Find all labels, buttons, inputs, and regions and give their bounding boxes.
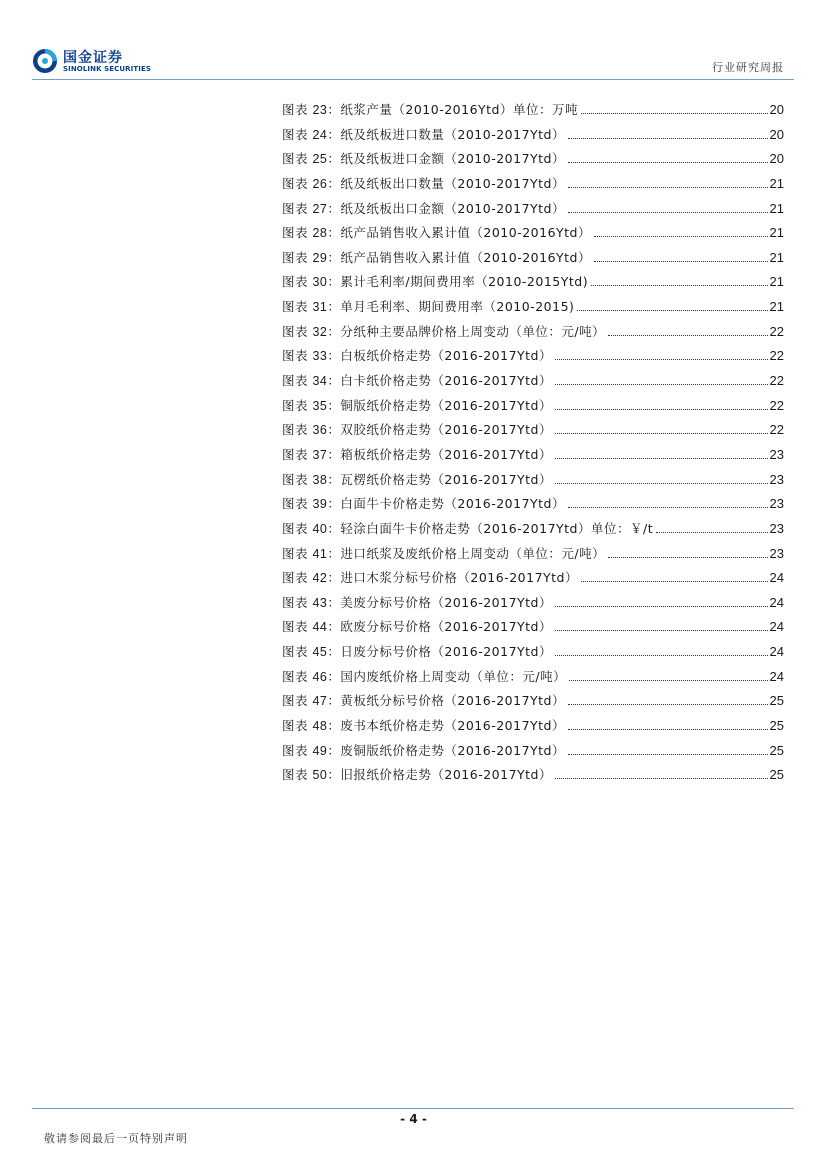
toc-entry-prefix: 图表 [282, 668, 313, 684]
toc-entry-title: ：欧废分标号价格（2016-2017Ytd） [327, 619, 552, 635]
toc-dot-leader [591, 285, 767, 286]
toc-entry-label [282, 149, 565, 167]
toc-entry-number: 25 [312, 152, 328, 167]
toc-entry-label [282, 544, 605, 562]
toc-entry-prefix: 图表 [282, 422, 313, 438]
toc-entry-title: ：纸产品销售收入累计值（2010-2016Ytd） [327, 249, 591, 265]
toc-entry-prefix: 图表 [282, 151, 313, 167]
toc-entry-prefix: 图表 [282, 471, 313, 487]
toc-entry-page: 21 [769, 225, 784, 241]
toc-entry-number: 36 [312, 423, 328, 438]
toc-dot-leader [568, 704, 768, 705]
toc-entry-number: 26 [312, 176, 328, 191]
toc-entry-number: 43 [312, 595, 328, 610]
toc-entry[interactable] [282, 346, 784, 371]
toc-entry-page: 23 [769, 545, 784, 561]
toc-entry[interactable] [282, 223, 784, 248]
toc-entry-number: 34 [312, 374, 328, 389]
toc-entry-label [282, 691, 565, 709]
toc-dot-leader [555, 359, 768, 360]
toc-entry-page: 25 [769, 742, 784, 758]
toc-entry-number: 45 [312, 645, 328, 660]
toc-entry-title: ：黄板纸分标号价格（2016-2017Ytd） [327, 693, 565, 709]
toc-dot-leader [555, 655, 768, 656]
toc-entry-label [282, 420, 552, 438]
toc-entry-label [282, 716, 565, 734]
toc-dot-leader [577, 310, 767, 311]
toc-entry-title: ：箱板纸价格走势（2016-2017Ytd） [327, 446, 552, 462]
toc-entry-label [282, 470, 552, 488]
toc-entry[interactable] [282, 544, 784, 569]
toc-entry-page: 23 [769, 446, 784, 462]
toc-entry-title: ：纸产品销售收入累计值（2010-2016Ytd） [327, 225, 591, 241]
toc-dot-leader [656, 532, 767, 533]
toc-dot-leader [555, 483, 768, 484]
toc-entry[interactable] [282, 716, 784, 741]
toc-entry-number: 41 [312, 546, 328, 561]
toc-entry-page: 22 [769, 348, 784, 364]
toc-entry-title: ：双胶纸价格走势（2016-2017Ytd） [327, 422, 552, 438]
toc-entry-page: 21 [769, 249, 784, 265]
toc-dot-leader [568, 212, 768, 213]
toc-entry-label [282, 174, 565, 192]
toc-entry-number: 32 [312, 324, 328, 339]
toc-entry[interactable] [282, 396, 784, 421]
toc-entry-page: 21 [769, 175, 784, 191]
toc-dot-leader [555, 458, 768, 459]
toc-dot-leader [568, 754, 768, 755]
toc-entry-prefix: 图表 [282, 126, 313, 142]
toc-entry-number: 42 [312, 571, 328, 586]
toc-dot-leader [555, 630, 768, 631]
toc-entry-prefix: 图表 [282, 102, 313, 117]
toc-entry-number: 31 [312, 300, 328, 315]
toc-entry-prefix: 图表 [282, 274, 313, 290]
toc-entry-number: 37 [312, 447, 328, 462]
toc-entry[interactable] [282, 765, 784, 790]
toc-entry-prefix: 图表 [282, 200, 313, 216]
toc-entry-prefix: 图表 [282, 594, 313, 610]
report-type-title: 行业研究周报 [712, 61, 784, 74]
toc-entry-label [282, 272, 588, 290]
toc-entry-title: ：白面牛卡价格走势（2016-2017Ytd） [327, 496, 565, 512]
toc-entry[interactable] [282, 691, 784, 716]
toc-entry-page: 21 [769, 200, 784, 216]
toc-entry[interactable] [282, 248, 784, 273]
toc-dot-leader [568, 729, 768, 730]
toc-entry-page: 20 [769, 126, 784, 142]
toc-entry-label [282, 297, 574, 315]
toc-entry-page: 24 [769, 619, 784, 635]
toc-entry-prefix: 图表 [282, 496, 313, 512]
toc-entry-page: 24 [769, 594, 784, 610]
toc-entry[interactable] [282, 642, 784, 667]
toc-dot-leader [555, 433, 768, 434]
toc-dot-leader [608, 335, 767, 336]
toc-dot-leader [555, 778, 768, 779]
toc-entry-page: 23 [769, 520, 784, 536]
toc-entry-page: 25 [769, 693, 784, 709]
toc-entry-page: 23 [769, 496, 784, 512]
toc-dot-leader [568, 138, 768, 139]
company-logo [32, 46, 162, 78]
toc-entry-label [282, 396, 552, 414]
header-divider [32, 79, 794, 80]
toc-dot-leader [568, 162, 768, 163]
toc-dot-leader [568, 507, 768, 508]
toc-entry-prefix: 图表 [282, 446, 313, 462]
toc-entry-title: ：瓦楞纸价格走势（2016-2017Ytd） [327, 471, 552, 487]
toc-entry-number: 29 [312, 250, 328, 265]
toc-entry[interactable] [282, 519, 784, 544]
toc-entry-title: ：纸及纸板进口金额（2010-2017Ytd） [327, 151, 565, 167]
toc-entry-number: 49 [312, 743, 328, 758]
toc-entry[interactable] [282, 149, 784, 174]
toc-entry-number: 30 [312, 275, 328, 290]
toc-entry-prefix: 图表 [282, 767, 313, 783]
toc-entry[interactable] [282, 100, 784, 125]
toc-entry-page: 22 [769, 323, 784, 339]
toc-entry-title: ：铜版纸价格走势（2016-2017Ytd） [327, 397, 552, 413]
toc-entry-label [282, 223, 591, 241]
toc-entry-prefix: 图表 [282, 323, 313, 339]
toc-entry-label [282, 494, 565, 512]
toc-entry-title: ：废书本纸价格走势（2016-2017Ytd） [327, 718, 565, 734]
toc-entry[interactable] [282, 371, 784, 396]
toc-entry-prefix: 图表 [282, 249, 313, 265]
toc-entry-label [282, 568, 578, 586]
toc-entry[interactable] [282, 199, 784, 224]
toc-entry-title: ：分纸种主要品牌价格上周变动（单位：元/吨） [327, 323, 606, 339]
toc-entry-title: ：白板纸价格走势（2016-2017Ytd） [327, 348, 552, 364]
toc-entry-prefix: 图表 [282, 619, 313, 635]
toc-dot-leader [568, 187, 768, 188]
toc-dot-leader [555, 409, 768, 410]
toc-entry-prefix: 图表 [282, 570, 313, 586]
page-number: - 4 - [400, 1112, 427, 1126]
toc-entry-title: ：国内废纸价格上周变动（单位：元/吨） [327, 668, 567, 684]
toc-entry-prefix: 图表 [282, 742, 313, 758]
toc-entry[interactable] [282, 494, 784, 519]
toc-entry-label [282, 100, 578, 118]
toc-entry-page: 21 [769, 274, 784, 290]
toc-entry-page: 21 [769, 299, 784, 315]
toc-entry-label [282, 371, 552, 389]
toc-entry-title: ：纸及纸板进口数量（2010-2017Ytd） [327, 126, 565, 142]
toc-entry[interactable] [282, 593, 784, 618]
toc-entry-page: 25 [769, 767, 784, 783]
toc-entry-label [282, 445, 552, 463]
toc-entry-title: ：进口纸浆及废纸价格上周变动（单位：元/吨） [327, 545, 606, 561]
toc-entry-label [282, 346, 552, 364]
toc-entry-prefix: 图表 [282, 644, 313, 660]
toc-entry-prefix: 图表 [282, 520, 313, 536]
toc-entry-page: 24 [769, 644, 784, 660]
toc-entry-label [282, 667, 566, 685]
toc-entry-page: 20 [769, 151, 784, 167]
toc-entry-title: ：纸浆产量（2010-2016Ytd）单位：万吨 [327, 102, 578, 117]
toc-entry-number: 27 [312, 201, 328, 216]
toc-entry-prefix: 图表 [282, 299, 313, 315]
toc-entry[interactable] [282, 272, 784, 297]
toc-entry-label [282, 617, 552, 635]
toc-entry-label [282, 642, 552, 660]
toc-entry-number: 24 [312, 127, 328, 142]
toc-entry-number: 28 [312, 226, 328, 241]
toc-entry[interactable] [282, 617, 784, 642]
toc-entry-title: ：美废分标号价格（2016-2017Ytd） [327, 594, 552, 610]
toc-entry-number: 50 [312, 768, 328, 783]
figure-table-of-contents [282, 100, 784, 790]
toc-entry-page: 20 [769, 102, 784, 117]
toc-entry-number: 33 [312, 349, 328, 364]
toc-entry-number: 48 [312, 719, 328, 734]
toc-entry[interactable] [282, 470, 784, 495]
toc-entry[interactable] [282, 445, 784, 470]
toc-entry-label [282, 741, 565, 759]
toc-entry-prefix: 图表 [282, 545, 313, 561]
toc-dot-leader [581, 581, 768, 582]
sinolink-logo-icon [32, 48, 58, 74]
toc-entry-prefix: 图表 [282, 373, 313, 389]
toc-entry-title: ：纸及纸板出口金额（2010-2017Ytd） [327, 200, 565, 216]
toc-entry-prefix: 图表 [282, 348, 313, 364]
toc-entry[interactable] [282, 125, 784, 150]
toc-entry-title: ：白卡纸价格走势（2016-2017Ytd） [327, 373, 552, 389]
toc-entry-number: 35 [312, 398, 328, 413]
page-header [32, 44, 794, 80]
toc-entry-page: 24 [769, 570, 784, 586]
toc-entry-title: ：废铜版纸价格走势（2016-2017Ytd） [327, 742, 565, 758]
footer-divider [32, 1108, 794, 1109]
toc-entry-label [282, 199, 565, 217]
toc-entry-label [282, 765, 552, 783]
toc-entry-prefix: 图表 [282, 693, 313, 709]
toc-entry-title: ：轻涂白面牛卡价格走势（2016-2017Ytd）单位：￥/t [327, 520, 654, 536]
toc-entry-title: ：纸及纸板出口数量（2010-2017Ytd） [327, 175, 565, 191]
toc-entry-page: 24 [769, 668, 784, 684]
toc-entry[interactable] [282, 568, 784, 593]
toc-entry-page: 23 [769, 471, 784, 487]
toc-entry[interactable] [282, 741, 784, 766]
toc-entry[interactable] [282, 667, 784, 692]
toc-entry-prefix: 图表 [282, 397, 313, 413]
toc-entry-label [282, 519, 653, 537]
toc-entry-label [282, 322, 605, 340]
toc-entry-page: 22 [769, 397, 784, 413]
toc-entry-page: 25 [769, 718, 784, 734]
logo-english-name: SINOLINK SECURITIES [63, 65, 151, 73]
toc-entry-page: 22 [769, 373, 784, 389]
toc-entry-title: ：日废分标号价格（2016-2017Ytd） [327, 644, 552, 660]
toc-entry[interactable] [282, 297, 784, 322]
toc-entry-prefix: 图表 [282, 175, 313, 191]
toc-entry-number: 44 [312, 620, 328, 635]
logo-chinese-name: 国金证券 [63, 50, 123, 66]
toc-entry[interactable] [282, 420, 784, 445]
toc-entry-number: 38 [312, 472, 328, 487]
toc-entry-number: 23 [312, 103, 328, 117]
toc-entry-prefix: 图表 [282, 225, 313, 241]
toc-dot-leader [555, 384, 768, 385]
toc-entry-number: 39 [312, 497, 328, 512]
toc-entry-prefix: 图表 [282, 718, 313, 734]
toc-entry[interactable] [282, 322, 784, 347]
toc-dot-leader [608, 557, 767, 558]
disclaimer-text: 敬请参阅最后一页特别声明 [44, 1132, 188, 1145]
toc-dot-leader [594, 261, 768, 262]
toc-entry-number: 40 [312, 521, 328, 536]
toc-entry-title: ：单月毛利率、期间费用率（2010-2015) [327, 299, 575, 315]
toc-dot-leader [569, 680, 767, 681]
toc-dot-leader [555, 606, 768, 607]
toc-entry-number: 46 [312, 669, 328, 684]
toc-entry-title: ：进口木浆分标号价格（2016-2017Ytd） [327, 570, 578, 586]
toc-entry-label [282, 593, 552, 611]
toc-entry[interactable] [282, 174, 784, 199]
toc-entry-label [282, 248, 591, 266]
toc-entry-label [282, 125, 565, 143]
toc-entry-number: 47 [312, 694, 328, 709]
toc-dot-leader [594, 236, 768, 237]
toc-entry-title: ：旧报纸价格走势（2016-2017Ytd） [327, 767, 552, 783]
toc-entry-title: ：累计毛利率/期间费用率（2010-2015Ytd) [327, 274, 589, 290]
toc-entry-page: 22 [769, 422, 784, 438]
toc-dot-leader [581, 113, 768, 114]
